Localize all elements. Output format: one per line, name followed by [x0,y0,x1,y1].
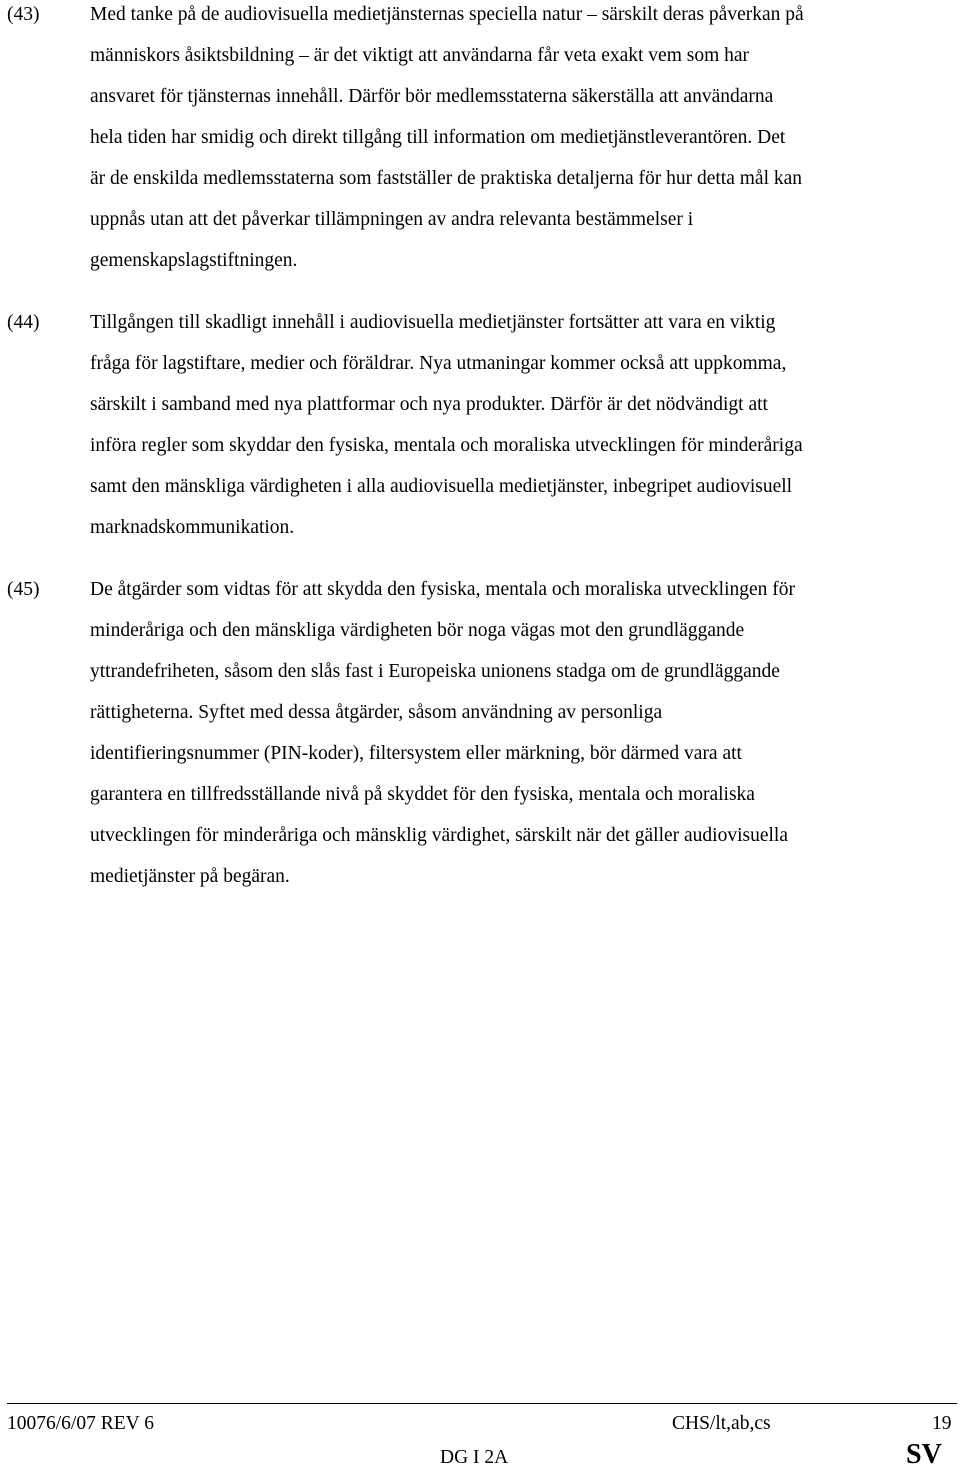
recital-line: särskilt i samband med nya plattformar och nya produkter. Därför är det nödvändigt att [90,394,768,415]
recital-number: (43) [7,4,40,25]
recital-line: gemenskapslagstiftningen. [90,250,298,271]
footer-divider [7,1403,957,1404]
recital-line: yttrandefriheten, såsom den slås fast i Europeiska unionens stadga om de grundläggande [90,661,780,682]
language-code: SV [906,1439,942,1470]
recital-number: (45) [7,579,40,600]
recital-line: De åtgärder som vidtas för att skydda den fysiska, mentala och moraliska utvecklingen för [90,579,796,600]
recital-line: utvecklingen för minderåriga och mänsklig värdighet, särskilt när det gäller audiovisuella [90,825,788,846]
recital-line: Med tanke på de audiovisuella medietjänsternas speciella natur – särskilt deras påverkan på [90,4,804,25]
recital-line: medietjänster på begäran. [90,866,290,887]
recital-line: införa regler som skyddar den fysiska, mentala och moraliska utvecklingen för minderåriga [90,435,803,456]
page-number: 19 [932,1413,952,1434]
recital-line: är de enskilda medlemsstaterna som fastställer de praktiska detaljerna för hur detta mål kan [90,168,803,189]
directorate-code: DG I 2A [440,1447,509,1468]
recital-line: uppnås utan att det påverkar tillämpningen av andra relevanta bestämmelser i [90,209,694,230]
recital-line: samt den mänskliga värdigheten i alla audiovisuella medietjänster, inbegripet audiovisuell [90,476,793,497]
recital-line: marknadskommunikation. [90,517,295,538]
document-reference: 10076/6/07 REV 6 [7,1413,154,1434]
author-codes: CHS/lt,ab,cs [672,1413,771,1434]
recital-line: Tillgången till skadligt innehåll i audiovisuella medietjänster fortsätter att vara en viktig [90,312,776,333]
recital-line: garantera en tillfredsställande nivå på skyddet för den fysiska, mentala och moraliska [90,784,755,805]
recital-line: fråga för lagstiftare, medier och föräldrar. Nya utmaningar kommer också att uppkomma, [90,353,787,374]
recital-number: (44) [7,312,40,333]
recital-line: identifieringsnummer (PIN-koder), filtersystem eller märkning, bör därmed vara att [90,743,742,764]
recital-line: människors åsiktsbildning – är det viktigt att användarna får veta exakt vem som har [90,45,750,66]
recital-line: ansvaret för tjänsternas innehåll. Därför bör medlemsstaterna säkerställa att användarna [90,86,774,107]
recital-line: hela tiden har smidig och direkt tillgång till information om medietjänstleverantören. Det [90,127,786,148]
recital-line: minderåriga och den mänskliga värdigheten bör noga vägas mot den grundläggande [90,620,745,641]
recital-line: rättigheterna. Syftet med dessa åtgärder, såsom användning av personliga [90,702,663,723]
